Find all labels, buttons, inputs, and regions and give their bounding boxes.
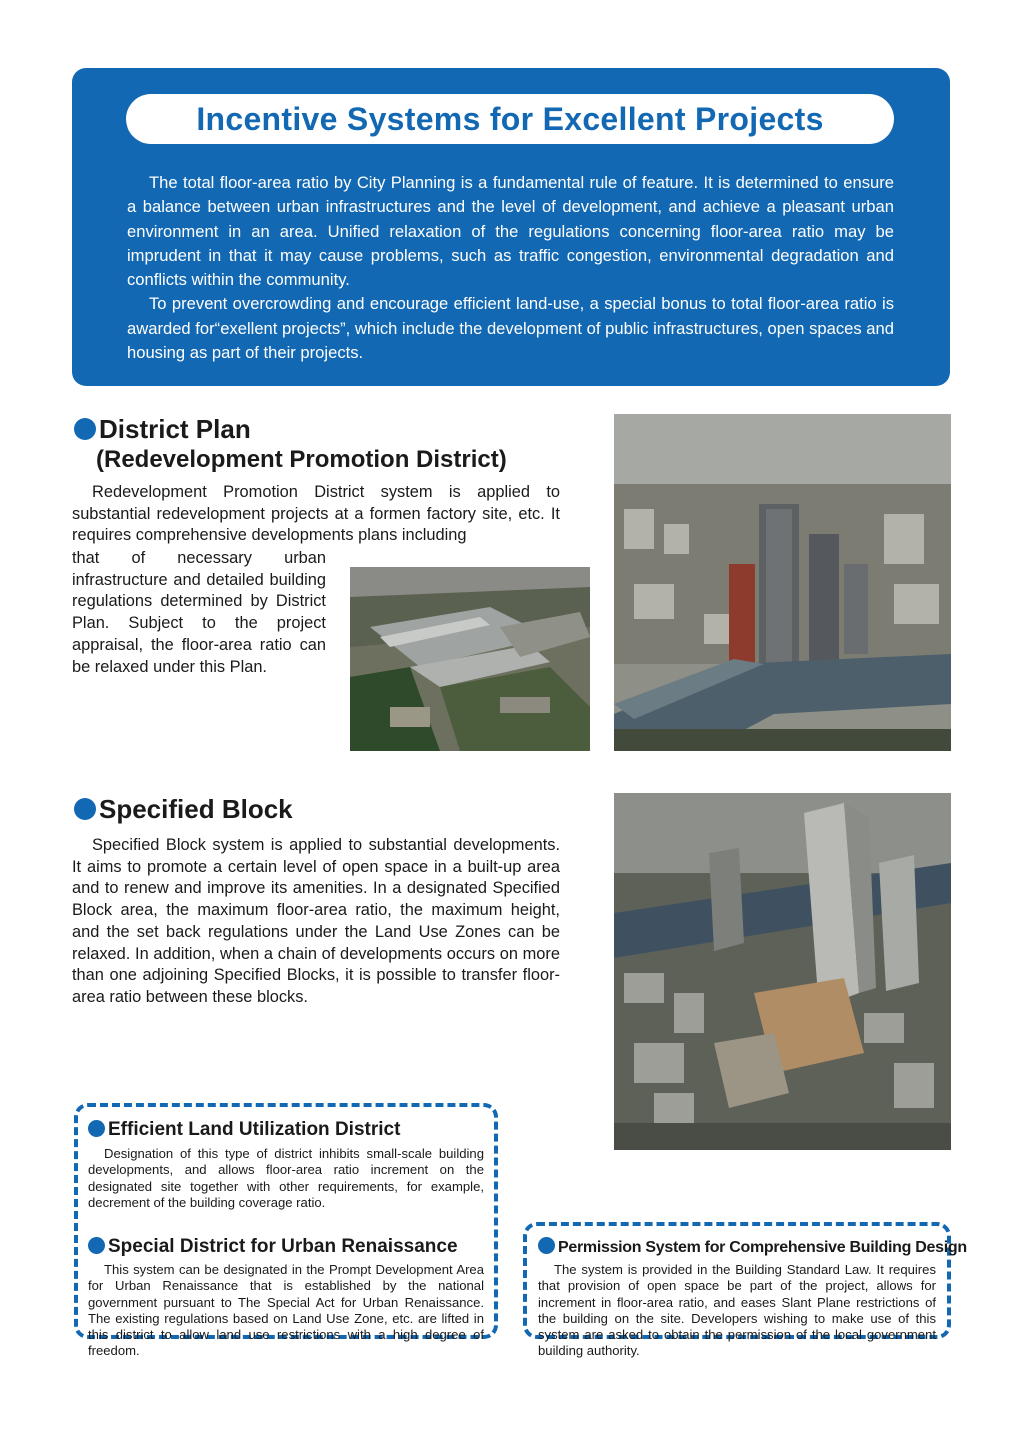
intro-paragraph-2: To prevent overcrowding and encourage efficient land-use, a special bonus to total floor-area ratio is awarded for“exellent projects”, which include the development of public infrastructures, open spaces and housing as part of their projects. [127, 294, 894, 363]
page-title-pill [126, 94, 894, 144]
district-plan-title: District Plan [99, 414, 251, 444]
riverside-towers-photo [614, 414, 951, 751]
efficient-land-text: Designation of this type of district inhibits small-scale building developments, and allows floor-area ratio increment on the designated site together with other requirements, for example, decrement of the building coverage ratio. [88, 1146, 484, 1210]
high-rise-block-photo [614, 793, 951, 1150]
bullet-icon [74, 798, 96, 820]
urban-renaissance-text: This system can be designated in the Prompt Development Area for Urban Renaissance that is established by the national government pursuant to The Special Act for Urban Renaissance. The existing regulations based on Land Use Zone, etc. are lifted in this district to allow land use restrictions with a high degree of freedom. [88, 1262, 484, 1359]
factory-site-photo [350, 567, 590, 751]
specified-block-title: Specified Block [99, 794, 293, 824]
specified-block-text: Specified Block system is applied to substantial developments. It aims to promote a certain level of open space in a built-up area and to renew and improve its amenities. In a designated Specified Block area, the maximum floor-area ratio, the maximum height, and the set back regulations under the Land Use Zones can be relaxed. In addition, when a chain of developments occurs on more than one adjoining Specified Blocks, it is possible to transfer floor-area ratio between these blocks. [72, 836, 560, 1006]
district-plan-subtitle: (Redevelopment Promotion District) [96, 446, 507, 473]
district-plan-heading [74, 414, 251, 445]
district-plan-text: Redevelopment Promotion District system is applied to substantial redevelopment projects at a formen factory site, etc. It requires comprehensive developments plans including [72, 483, 560, 545]
intro-text [127, 171, 894, 365]
permission-system-heading [538, 1237, 967, 1257]
urban-renaissance-heading [88, 1236, 458, 1258]
page-title: Incentive Systems for Excellent Projects [196, 100, 824, 137]
urban-renaissance-title: Special District for Urban Renaissance [108, 1236, 458, 1257]
bullet-icon [88, 1120, 105, 1137]
specified-block-heading [74, 794, 293, 825]
efficient-land-title: Efficient Land Utilization District [108, 1119, 401, 1140]
district-plan-text-continued: that of necessary urban infrastructure and detailed building regulations determined by District Plan. Subject to the project appraisal, the floor-area ratio can be relaxed under this Plan. [72, 549, 326, 676]
permission-system-text: The system is provided in the Building Standard Law. It requires that provision of open space be part of the project, allows for increment in floor-area ratio, and eases Slant Plane restrictions of the building on the site. Developers wishing to make use of this system are asked to obtain the permission of the local government building authority. [538, 1262, 936, 1359]
intro-paragraph-1: The total floor-area ratio by City Planning is a fundamental rule of feature. It is determined to ensure a balance between urban infrastructures and the level of development, and achieve a pleasant urban environment in an area. Unified relaxation of the regulations concerning floor-area ratio may be imprudent in that it may cause problems, such as traffic congestion, environmental degradation and conflicts within the community. [127, 173, 894, 290]
bullet-icon [88, 1237, 105, 1254]
bullet-icon [74, 418, 96, 440]
permission-system-title: Permission System for Comprehensive Building Design [558, 1239, 967, 1256]
bullet-icon [538, 1237, 555, 1254]
efficient-land-heading [88, 1119, 400, 1141]
